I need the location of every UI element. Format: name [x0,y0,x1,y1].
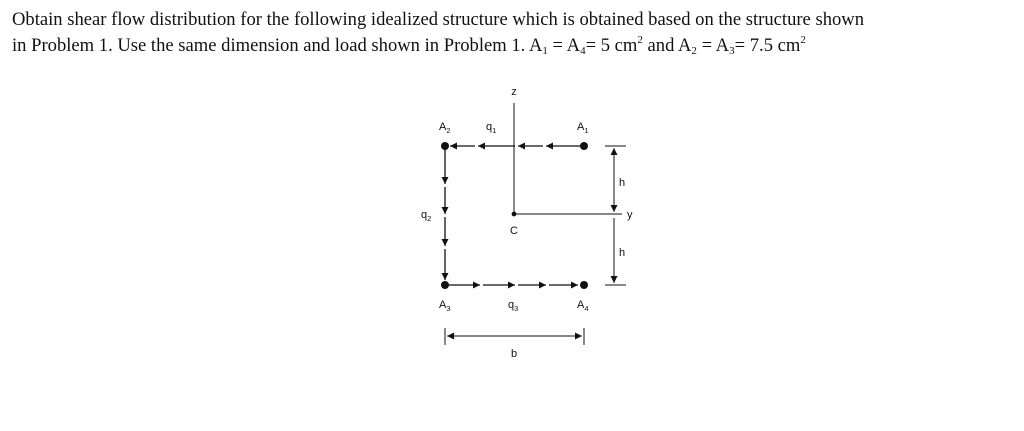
label-a4: $A_4$ [577,299,589,313]
boom-a3 [441,281,449,289]
area-sub-2: 2 [691,45,697,57]
label-h-top: h [619,177,626,189]
unit-exponent-1: 2 [637,34,643,46]
value-2: = 7.5 cm [734,35,801,56]
centroid-label: C [510,225,518,237]
eq-1: = A [547,35,581,56]
axes [514,103,622,214]
problem-line-2-text: in Problem 1. Use the same dimension and load shown in Problem 1. A [12,35,543,56]
boom-a2 [441,142,449,150]
centroid-point [512,212,517,217]
z-axis-label: z [511,86,517,98]
label-h-bottom: h [619,247,626,259]
label-a1: $A_1$ [577,121,589,135]
label-b: b [510,348,518,360]
label-a2: $A_2$ [439,121,451,135]
area-sub-3: 3 [729,45,735,57]
label-a3: $A_3$ [439,299,451,313]
boom-a4 [580,281,588,289]
problem-line-1: Obtain shear flow distribution for the following idealized structure which is obtained based on the structure shown [12,9,865,30]
label-q3: $q_3$ [508,299,519,313]
boom-a1 [580,142,588,150]
area-sub-4: 4 [580,45,586,57]
label-q2: $q_2$ [421,209,432,223]
y-axis-label: y [627,209,633,221]
and-text: and A [642,35,692,56]
height-dimension [605,146,626,285]
eq-2: = A [696,35,730,56]
area-sub-1: 1 [542,45,548,57]
label-q1: $q_1$ [486,121,497,135]
value-1: = 5 cm [585,35,638,56]
width-dimension [445,328,584,345]
unit-exponent-2: 2 [800,34,806,46]
